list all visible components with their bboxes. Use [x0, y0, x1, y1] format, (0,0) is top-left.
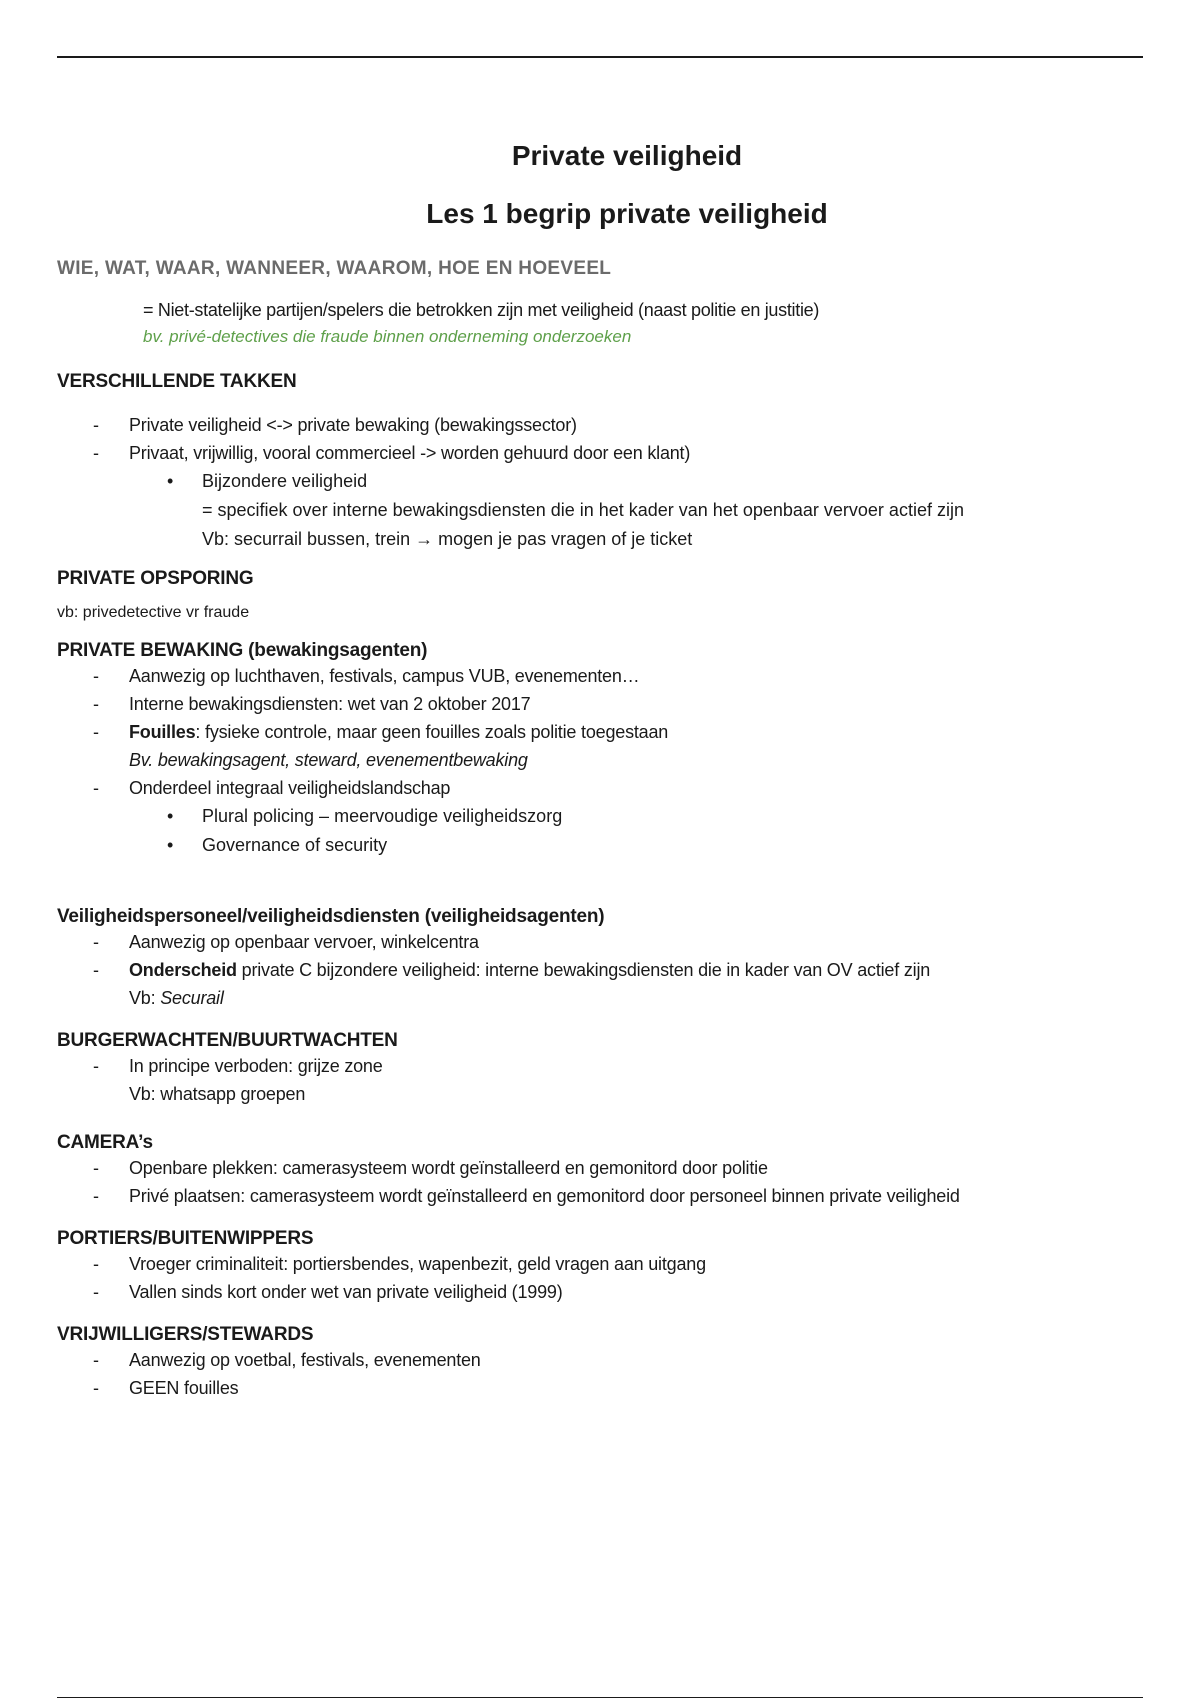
- document-subtitle: Les 1 begrip private veiligheid: [426, 198, 828, 229]
- section-heading-bewaking: PRIVATE BEWAKING (bewakingsagenten): [57, 640, 428, 661]
- list-item: [57, 956, 1147, 1012]
- list-item-text: - In principe verboden: grijze zone: [129, 1056, 383, 1076]
- document-body: [57, 140, 1147, 1402]
- section-heading-portiers: PORTIERS/BUITENWIPPERS: [57, 1228, 314, 1249]
- list-item: - Aanwezig op openbaar vervoer, winkelcentra: [57, 928, 1147, 956]
- questions-heading: WIE, WAT, WAAR, WANNEER, WAAROM, HOE EN HOEVEEL: [57, 258, 612, 279]
- example-text: Securail: [160, 988, 224, 1008]
- cameras-list: [57, 1154, 1147, 1210]
- bullet-item: • Governance of security: [57, 831, 1147, 860]
- definition-text: = Niet-statelijke partijen/spelers die betrokken zijn met veiligheid (naast politie en justitie): [143, 300, 820, 320]
- section-heading-takken: VERSCHILLENDE TAKKEN: [57, 371, 297, 392]
- section-heading-personeel: Veiligheidspersoneel/veiligheidsdiensten (veiligheidsagenten): [57, 906, 605, 927]
- list-item-example: [129, 984, 1147, 1012]
- list-item: - GEEN fouilles: [57, 1374, 1147, 1402]
- list-item-text: : fysieke controle, maar geen fouilles zoals politie toegestaan: [195, 722, 669, 742]
- bullet-text: • Bijzondere veiligheid: [202, 471, 368, 491]
- bullet-text: = specifiek over interne bewakingsdiensten die in het kader van het openbaar vervoer actief zijn: [202, 500, 964, 520]
- section-heading-stewards: VRIJWILLIGERS/STEWARDS: [57, 1324, 314, 1345]
- list-item: - Openbare plekken: camerasysteem wordt geïnstalleerd en gemonitord door politie: [57, 1154, 1147, 1182]
- bullet-item: • Plural policing – meervoudige veiligheidszorg: [57, 802, 1147, 831]
- header-rule: [57, 56, 1143, 58]
- section-heading-burgerwachten: BURGERWACHTEN/BUURTWACHTEN: [57, 1030, 398, 1051]
- takken-list: [57, 411, 1147, 554]
- portiers-list: [57, 1250, 1147, 1306]
- bold-term: Fouilles: [129, 722, 196, 742]
- list-item: - Aanwezig op luchthaven, festivals, campus VUB, evenementen…: [57, 662, 1147, 690]
- list-item: - Privé plaatsen: camerasysteem wordt geïnstalleerd en gemonitord door personeel binnen private veiligheid: [57, 1182, 1147, 1210]
- list-item: - Interne bewakingsdiensten: wet van 2 oktober 2017: [57, 690, 1147, 718]
- list-item: - Vallen sinds kort onder wet van private veiligheid (1999): [57, 1278, 1147, 1306]
- list-item-example: Bv. bewakingsagent, steward, evenementbewaking: [129, 750, 528, 770]
- list-item-text: private C bijzondere veiligheid: interne bewakingsdiensten die in kader van OV actief zijn: [236, 960, 931, 980]
- stewards-list: [57, 1346, 1147, 1402]
- list-item: [57, 1052, 1147, 1108]
- section-heading-cameras: CAMERA’s: [57, 1132, 153, 1153]
- bold-term: Onderscheid: [129, 960, 237, 980]
- definition-example: bv. privé-detectives die fraude binnen onderneming onderzoeken: [143, 327, 632, 346]
- list-item: - Private veiligheid <-> private bewaking (bewakingssector): [57, 411, 1147, 439]
- list-item: - Privaat, vrijwillig, vooral commercieel -> worden gehuurd door een klant): [57, 439, 1147, 467]
- document-title: Private veiligheid: [511, 140, 743, 171]
- opsporing-example: vb: privedetective vr fraude: [57, 604, 250, 621]
- burgerwachten-list: [57, 1052, 1147, 1108]
- bullet-text: Vb: securrail bussen, trein → mogen je pas vragen of je ticket: [202, 529, 693, 549]
- list-item: [57, 718, 1147, 774]
- list-item: - Onderdeel integraal veiligheidslandschap: [57, 774, 1147, 802]
- personeel-list: [57, 928, 1147, 1012]
- bewaking-list: [57, 662, 1147, 860]
- example-prefix: Vb:: [129, 988, 161, 1008]
- section-heading-opsporing: PRIVATE OPSPORING: [57, 568, 254, 589]
- list-item: - Aanwezig op voetbal, festivals, evenementen: [57, 1346, 1147, 1374]
- list-item: - Vroeger criminaliteit: portiersbendes, wapenbezit, geld vragen aan uitgang: [57, 1250, 1147, 1278]
- bullet-item: [57, 467, 1147, 554]
- list-item-example: Vb: whatsapp groepen: [129, 1084, 306, 1104]
- footer-rule: [57, 1697, 1143, 1698]
